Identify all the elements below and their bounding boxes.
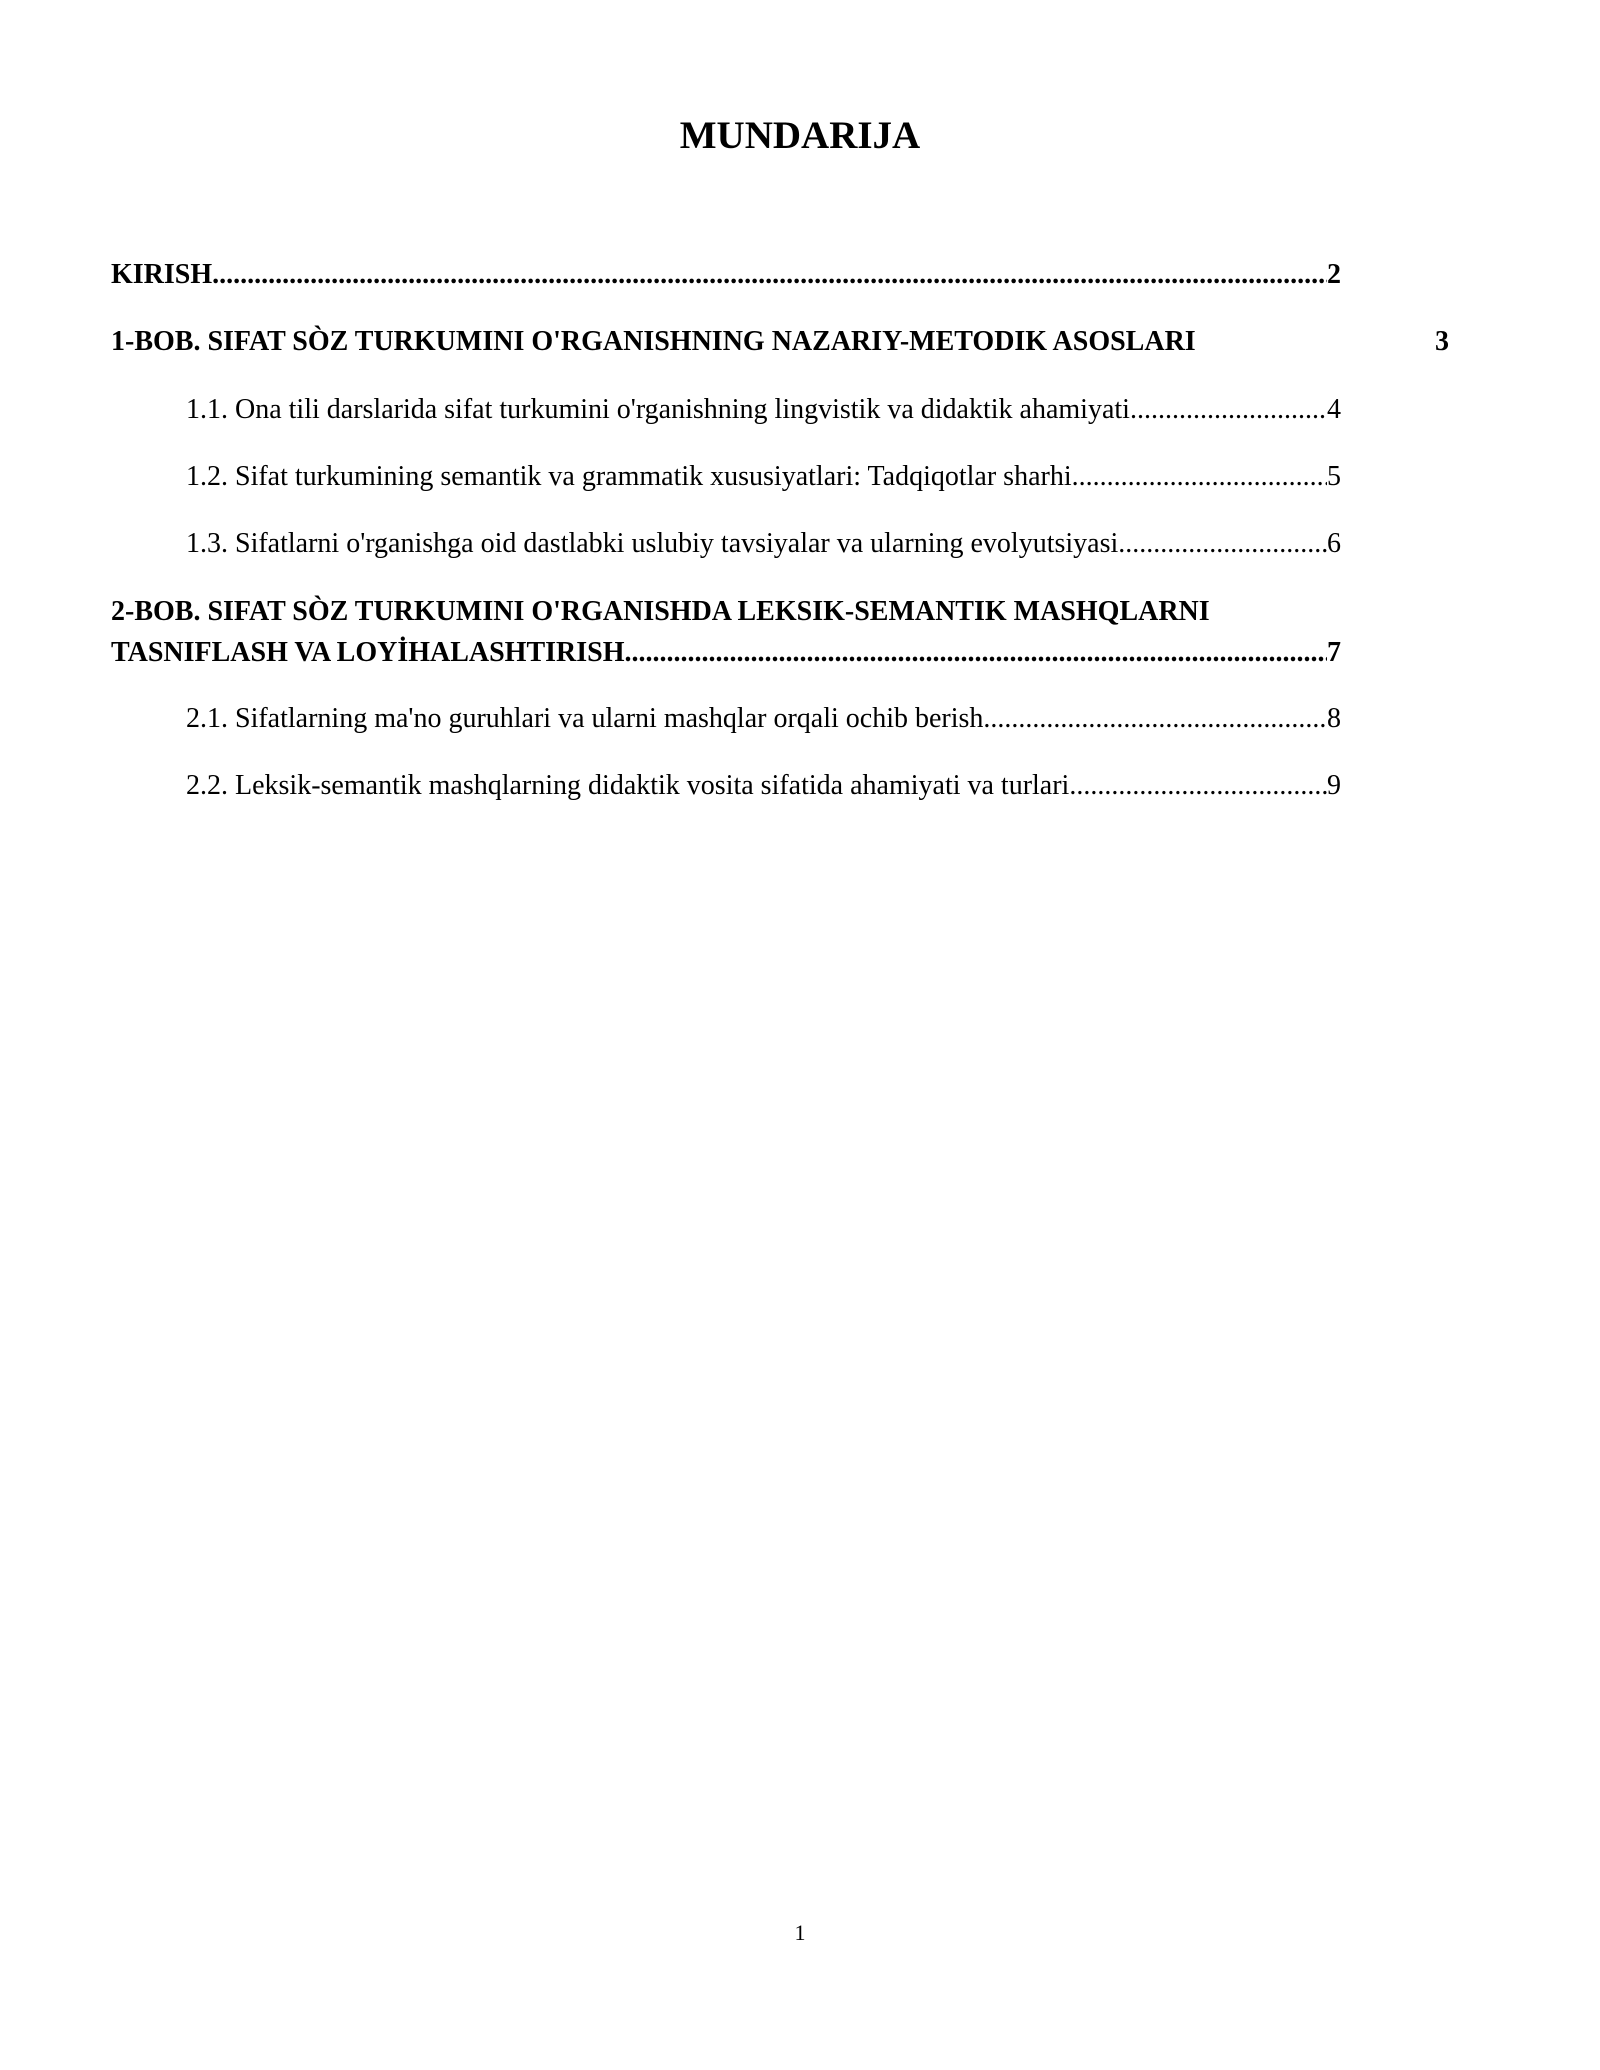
toc-entry-section-2-1[interactable] — [111, 699, 1341, 739]
page-title: MUNDARIJA — [679, 114, 921, 157]
toc-leader-dots — [212, 255, 1327, 295]
toc-leader-dots — [1069, 766, 1327, 806]
toc-entry-page: 7 — [1327, 637, 1341, 668]
toc-leader-dots — [1130, 390, 1327, 430]
toc-entry-text: 1.2. Sifat turkumining semantik va grammatik xususiyatlari: Tadqiqotlar sharhi — [186, 461, 1072, 492]
toc-entry-kirish[interactable] — [111, 255, 1341, 295]
toc-entry-text: KIRISH — [111, 259, 213, 290]
toc-entry-text: 1.3. Sifatlarni o'rganishga oid dastlabki uslubiy tavsiyalar va ularning evolyutsiyasi — [186, 528, 1119, 559]
toc-entry-page: 3 — [1435, 326, 1449, 357]
toc-entry-page: 2 — [1327, 259, 1341, 290]
toc-entry-text: 1.1. Ona tili darslarida sifat turkumini o'rganishning lingvistik va didaktik ahamiyati — [186, 394, 1130, 425]
toc-entry-page: 4 — [1327, 394, 1341, 425]
toc-entry-section-1-1[interactable] — [111, 390, 1341, 430]
toc-entry-page: 9 — [1327, 770, 1341, 801]
toc-entry-page: 8 — [1327, 703, 1341, 734]
toc-entry-page: 6 — [1327, 528, 1341, 559]
toc-entry-text: 2.2. Leksik-semantik mashqlarning didaktik vosita sifatida ahamiyati va turlari — [186, 770, 1070, 801]
toc-leader-dots — [625, 632, 1327, 673]
toc-entry-text-line-1: 2-BOB. SIFAT SÒZ TURKUMINI O'RGANISHDA LEKSIK-SEMANTIK MASHQLARNI — [111, 596, 1210, 627]
toc-entry-chapter-1[interactable] — [111, 322, 1449, 362]
toc-entry-text: 1-BOB. SIFAT SÒZ TURKUMINI O'RGANISHNING NAZARIY-METODIK ASOSLARI — [111, 326, 1196, 357]
toc-entry-text-line-2: TASNIFLASH VA LOYİHALASHTIRISH — [111, 637, 625, 668]
toc-leader-dots — [983, 699, 1327, 739]
table-of-contents — [111, 255, 1449, 806]
toc-entry-page: 5 — [1327, 461, 1341, 492]
toc-entry-section-1-2[interactable] — [111, 457, 1341, 497]
toc-entry-section-1-3[interactable] — [111, 524, 1341, 564]
toc-entry-chapter-2[interactable] — [111, 591, 1356, 673]
toc-entry-text: 2.1. Sifatlarning ma'no guruhlari va ularni mashqlar orqali ochib berish — [186, 703, 984, 734]
toc-leader-dots — [1072, 457, 1327, 497]
toc-entry-section-2-2[interactable] — [111, 766, 1341, 806]
toc-leader-dots — [1118, 524, 1327, 564]
page-number: 1 — [794, 1920, 806, 1945]
